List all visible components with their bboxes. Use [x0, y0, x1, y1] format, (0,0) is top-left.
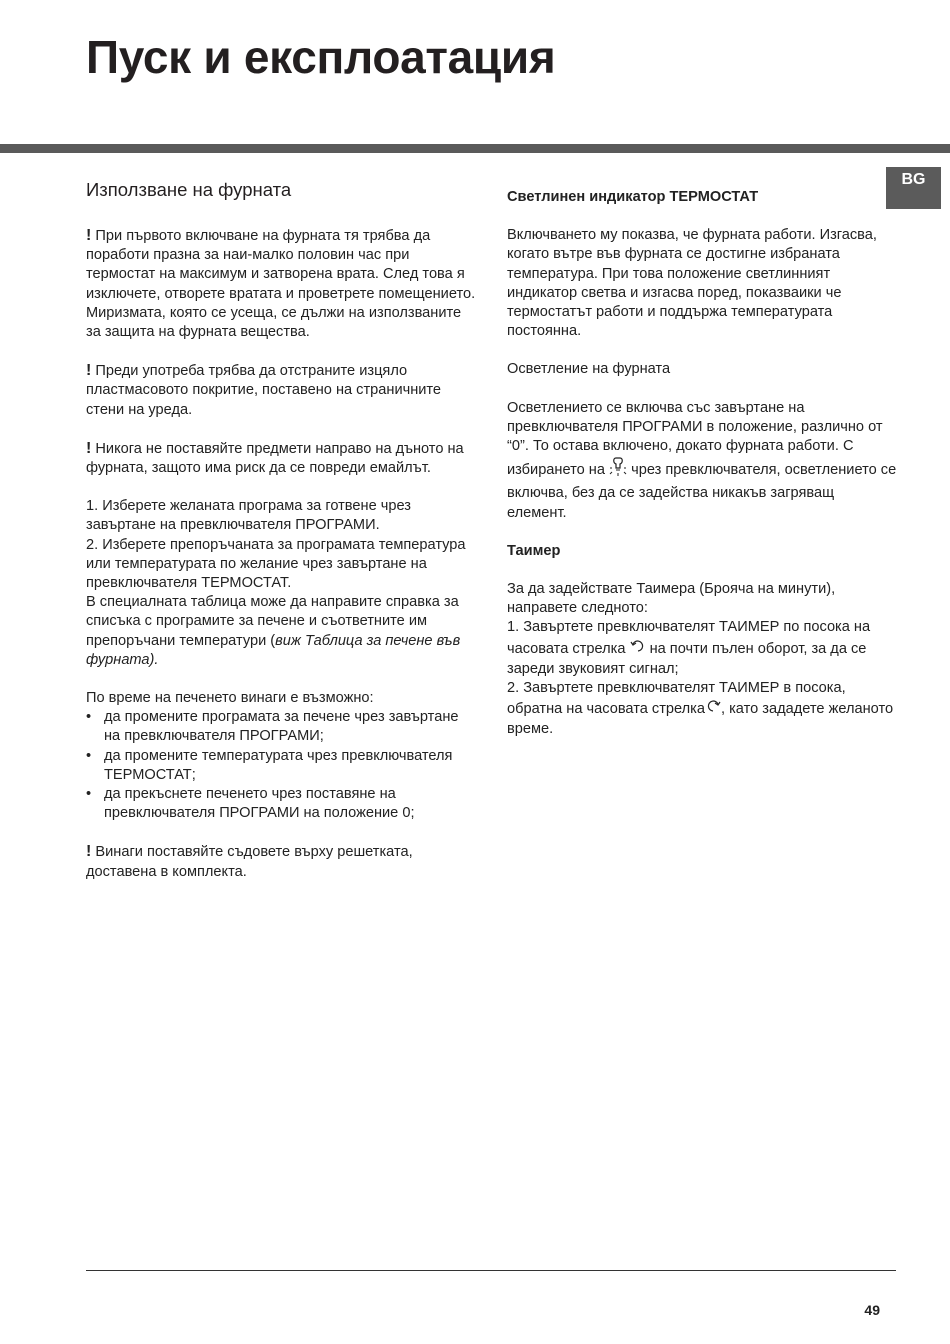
- timer-heading: Таимер: [507, 542, 561, 559]
- oven-light-text: Осветлението се включва със завъртане на превключвателя ПРОГРАМИ в положение, различно от “0”. То остава включено, докато фурната работи. С избирането на чрез превключвателя, осветлението се включва, без да се задейства никакъв загряващ елемент.: [507, 399, 897, 521]
- during-cooking-intro: По време на печенето винаги е възможно:: [86, 690, 374, 707]
- language-tab: BG: [886, 167, 941, 209]
- thermostat-indicator-text: Включването му показва, че фурната работи. Изгасва, когато вътре във фурната се достигне избраната температура. При това положение светлинният индикатор светва и изгасва поред, показваики че термостатът работи и поддържа температурата постоянна.: [507, 227, 877, 340]
- steps-paragraph: [86, 497, 476, 670]
- bullet-icon: •: [86, 709, 92, 726]
- counterclockwise-arrow-icon: [705, 698, 721, 720]
- section-title: Използване на фурната: [86, 179, 292, 200]
- thermostat-indicator-heading: Светлинен индикатор ТЕРМОСТАТ: [507, 189, 759, 205]
- timer-text: За да задействате Таимера (Брояча на минути), направете следното: 1. Завъртете превключвателят ТАИМЕР по посока на часовата стрелка на почти пълен оборот, за да се зареди звуковият сигнал; 2. Завъртете превключвателят ТАИМЕР в посока, обратна на часовата стрелка , като зададете желаното време.: [507, 581, 894, 738]
- header-divider-bar: [0, 144, 950, 153]
- right-column: [507, 188, 897, 759]
- warning-paragraph: ! Винаги поставяйте съдовете върху решетката, доставена в комплекта.: [86, 843, 413, 880]
- bullet-icon: •: [86, 786, 92, 803]
- oven-lamp-icon: [609, 456, 627, 484]
- clockwise-arrow-icon: [630, 638, 646, 660]
- exclamation-icon: !: [86, 362, 92, 380]
- step-2: 2. Изберете препоръчаната за програмата температура или температурата по желание чрез завъртане на превключвателя ТЕРМОСТАТ.: [86, 536, 466, 592]
- exclamation-icon: !: [86, 227, 92, 244]
- table-reference: В специалната таблица може да направите справка за списъка с програмите за печене и съответните им препоръчани температури (: [86, 594, 459, 649]
- page-title: Пуск и експлоатация: [86, 31, 556, 83]
- footer-divider: [86, 1270, 896, 1271]
- oven-light-heading: Осветление на фурната: [507, 361, 671, 378]
- bullet-icon: •: [86, 747, 92, 764]
- warning-paragraph: ! При първото включване на фурната тя трябва да поработи празна за наи-малко половин час при термостат на максимум и затворена врата. След това я изключете, отворете вратата и проветрете помещението. Миризмата, която се усеща, се дължи на използваните за защита на фурната вещества.: [86, 227, 476, 341]
- left-column: [86, 176, 476, 901]
- warning-paragraph: ! Преди употреба трябва да отстраните изцяло пластмасовото покритие, поставено на страничните стени на уреда.: [86, 362, 442, 418]
- warning-paragraph: ! Никога не поставяйте предмети направо на дъното на фурната, защото има риск да се повреди емайлът.: [86, 439, 464, 477]
- exclamation-icon: !: [86, 843, 92, 861]
- list-item: • да промените програмата за печене чрез завъртане на превключвателя ПРОГРАМИ;: [86, 709, 459, 745]
- table-reference-link: виж Таблица за печене във фурната).: [86, 632, 461, 668]
- list-item: • да промените температурата чрез превключвателя ТЕРМОСТАТ;: [86, 747, 453, 783]
- step-1: 1. Изберете желаната програма за готвене чрез завъртане на превключвателя ПРОГРАМИ.: [86, 498, 411, 534]
- page-number: 49: [864, 1302, 880, 1318]
- exclamation-icon: !: [86, 439, 92, 457]
- during-cooking-list: [86, 708, 476, 823]
- list-item: • да прекъснете печенето чрез поставяне на превключвателя ПРОГРАМИ на положение 0;: [86, 786, 415, 822]
